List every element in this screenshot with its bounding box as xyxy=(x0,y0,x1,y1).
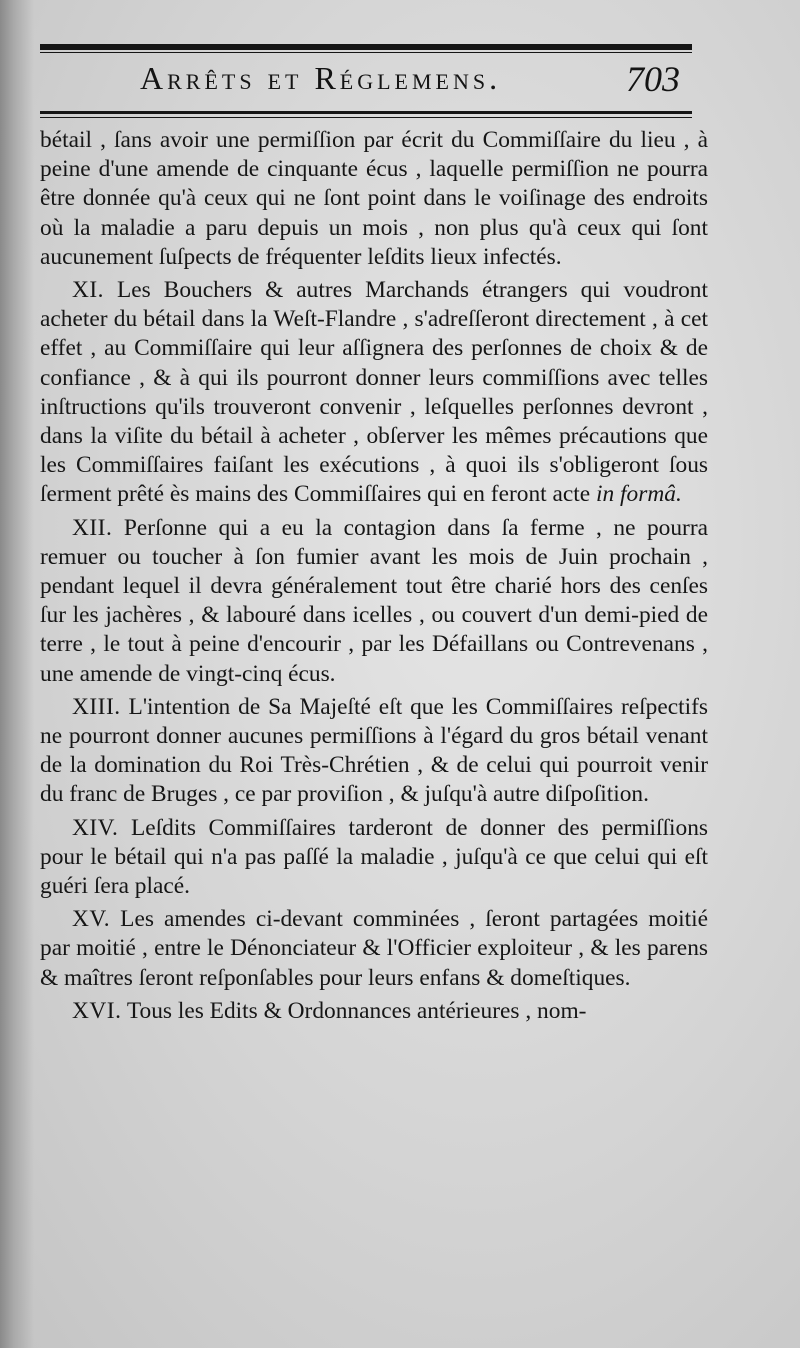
paragraph-text: Tous les Edits & Ordonnances antérieures , nom- xyxy=(126,997,587,1024)
header-bottom-rule xyxy=(40,111,692,114)
page-number: 703 xyxy=(626,59,680,99)
article-number: XI. xyxy=(72,277,105,304)
article-number: XIII. xyxy=(72,693,121,720)
article-number: XIV. xyxy=(72,814,119,841)
paragraph-text: Les Bouchers & autres Marchands étrangers qui voudront acheter du bétail dans la Weſt-Flandre , s'adreſſeront directement , à cet effet , au Commiſſaire qui leur aſſignera des perſonnes de choix & de confiance , & à qui ils pourront donner leurs commiſſions avec telles inſtructions qu'ils trouveront convenir , leſquelles perſonnes devront , dans la viſite du bétail à acheter , obſerver les mêmes précautions que les Commiſſaires faiſant les exécutions , à quoi ils s'obligeront ſous ſerment prêté ès mains des Commiſſaires qui en feront acte xyxy=(40,277,708,508)
article-xii xyxy=(40,514,708,689)
body-text xyxy=(40,126,708,1030)
article-number: XV. xyxy=(72,906,111,933)
article-number: XVI. xyxy=(72,997,122,1024)
paragraph-text: L'intention de Sa Majeſté eſt que les Commiſſaires reſpectifs ne pourront donner aucunes permiſſions à l'égard du gros bétail venant de la domination du Roi Très-Chrétien , & de celui qui pourroit venir du franc de Bruges , ce par proviſion , & juſqu'à autre diſpoſition. xyxy=(40,693,708,808)
article-xiv xyxy=(40,814,708,902)
top-thin-rule xyxy=(40,52,692,53)
paragraph-text: Perſonne qui a eu la contagion dans ſa ferme , ne pourra remuer ou toucher à ſon fumier avant les mois de Juin prochain , pendant lequel il devra généralement tout être charié hors des cenſes ſur les jachères , & labouré dans icelles , ou couvert d'un demi-pied de terre , le tout à peine d'encourir , par les Défaillans ou Contrevenans , une amende de vingt-cinq écus. xyxy=(40,514,708,687)
paragraph-text: Leſdits Commiſſaires tarderont de donner des permiſſions pour le bétail qui n'a pas paſſé la maladie , juſqu'à ce que celui qui eſt guéri ſera placé. xyxy=(40,814,708,900)
running-title: Arrêts et Réglemens. xyxy=(140,60,502,96)
paragraph-text: Les amendes ci-devant comminées , ſeront partagées moitié par moitié , entre le Dénonciateur & l'Officier exploiteur , & les parens & maîtres ſeront reſponſables pour leurs enfans & domeſtiques. xyxy=(40,906,708,991)
article-xi xyxy=(40,276,708,510)
paragraph-text: bétail , ſans avoir une permiſſion par écrit du Commiſſaire du lieu , à peine d'une amende de cinquante écus , laquelle permiſſion ne pourra être donnée qu'à ceux qui ne ſont point dans le voiſinage des endroits où la maladie a paru depuis un mois , non plus qu'à ceux qui ſont aucunement ſuſpects de fréquenter leſdits lieux infectés. xyxy=(40,127,708,270)
article-xv xyxy=(40,905,708,993)
running-head xyxy=(0,56,800,104)
top-thick-rule xyxy=(40,44,692,50)
paragraph-continuation xyxy=(40,126,708,272)
header-bottom-thin-rule xyxy=(40,117,692,118)
article-xiii xyxy=(40,693,708,810)
article-xvi xyxy=(40,997,708,1026)
italic-phrase: in formâ. xyxy=(596,481,682,508)
article-number: XII. xyxy=(72,514,113,541)
